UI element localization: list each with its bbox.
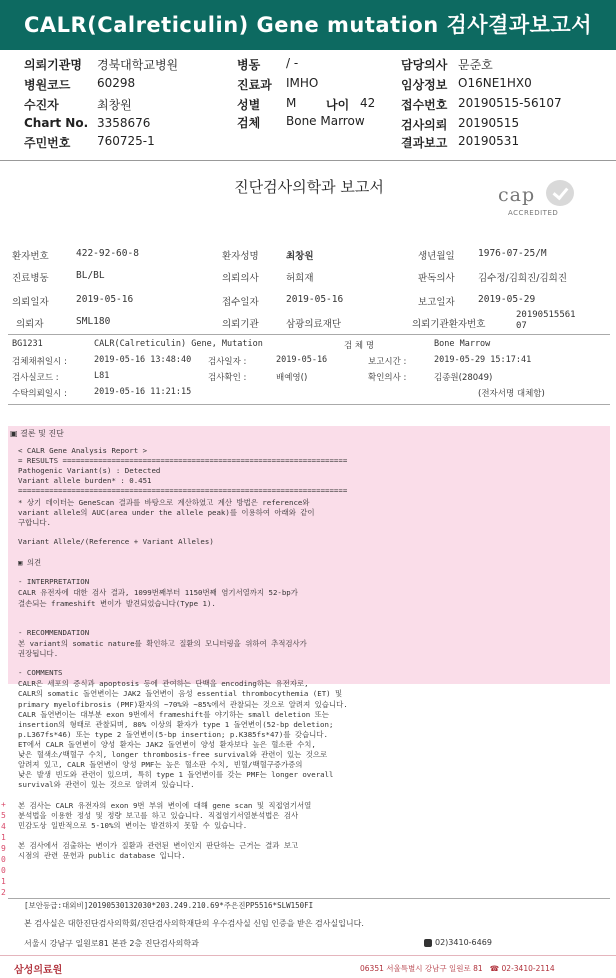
test-name: CALR(Calreticulin) Gene, Mutation [94, 339, 263, 349]
collect-value: 2019-05-16 13:48:40 [94, 355, 192, 365]
result-line: 본 variant의 somatic nature를 확인하고 질환의 모니터링을 위하여 추적검사가 [18, 638, 307, 648]
checkmark-icon [546, 180, 574, 206]
ward-label-2: 진료병동 [12, 273, 49, 284]
accession-label: 접수번호 [401, 98, 448, 112]
phone-icon [424, 939, 432, 947]
test-code: BG1231 [12, 339, 43, 349]
result-line: CALR 돌연변이는 대부분 exon 9번에서 frameshift를 야기하는 small deletion 또는 [18, 709, 329, 719]
reading-doctor-value: 김수정/김희진/김희진 [478, 273, 567, 284]
hospital-name-value: 경북대학교병원 [97, 58, 179, 72]
confirm-doctor-label: 확인의사 : [368, 373, 407, 383]
org-patient-no-value: 2019051556107 [516, 310, 576, 331]
result-line: ========================================================================== [18, 486, 348, 496]
security-code: [보안등급:대외비]20190530132030*203.249.210.69*주은진PP5516*SLW150FI [24, 901, 314, 910]
result-line: - COMMENTS [18, 668, 63, 678]
test-confirm-label: 검사확인 : [208, 373, 247, 383]
side-number-char: + [1, 800, 6, 809]
ordering-doctor-value: 허희재 [286, 273, 314, 284]
reading-doctor-label: 판독의사 [418, 273, 455, 284]
result-line: - INTERPRETATION [18, 577, 90, 587]
lab-code-label: 검사실코드 : [12, 373, 59, 383]
specimen-name-value: Bone Marrow [434, 339, 491, 349]
sex-label: 성별 [237, 98, 261, 112]
requesting-org-value: 삼광의료재단 [286, 319, 342, 330]
birthdate-value: 1976-07-25/M [478, 248, 547, 259]
hospital-logo: 삼성의료원 [14, 965, 63, 976]
requesting-org-label: 의뢰기관 [222, 319, 259, 330]
chart-no-label: Chart No. [24, 116, 89, 130]
result-line: Pathogenic Variant(s) : Detected [18, 466, 161, 476]
result-line: 낮은 혈색소/백혈구 수치, longer thrombosis-free survival와 관련이 있는 것으로 [18, 750, 328, 759]
result-line: ▣ 의견 [18, 558, 42, 568]
lab-phone: 02)3410-6469 [424, 938, 492, 947]
side-number-char: 9 [1, 844, 6, 853]
result-line: ET에서 CALR 돌연변이 양성 환자는 JAK2 돌연변이 양성 환자보다 높은 혈소판 수치, [18, 739, 316, 749]
specimen-label: 검체 [237, 116, 261, 130]
request-date-label-2: 의뢰일자 [12, 297, 49, 308]
result-line: CALR의 somatic 돌연변이는 JAK2 돌연변이 음성 essential thrombocythemia (ET) 및 [18, 689, 343, 699]
hospital-code-label: 병원코드 [24, 78, 71, 92]
sex-value: M [286, 96, 297, 110]
page-footer [0, 955, 616, 978]
requester-label: 의뢰자 [16, 319, 44, 330]
test-confirm-value: 배예영() [276, 373, 308, 383]
org-patient-no-label: 의뢰기관환자번호 [412, 319, 486, 330]
specimen-name-label: 검 체 명 [344, 341, 375, 351]
test-date-value: 2019-05-16 [276, 355, 328, 365]
hospital-name-label: 의뢰기관명 [24, 58, 82, 72]
ordering-doctor-label: 의뢰의사 [222, 273, 259, 284]
result-line: 결손되는 frameshift 변이가 발견되었습니다(Type 1). [18, 598, 216, 608]
footer-divider-top [8, 898, 610, 899]
result-date-label: 결과보고 [401, 136, 448, 150]
result-line: - RECOMMENDATION [18, 627, 90, 637]
report-date-value: 2019-05-29 [478, 294, 536, 305]
ward-value: / - [286, 56, 299, 70]
clinical-info-label: 임상정보 [401, 78, 448, 92]
receipt-date-value: 2019-05-16 [286, 294, 344, 305]
attending-label: 담당의사 [401, 58, 448, 72]
request-date-label: 검사의뢰 [401, 118, 448, 132]
result-line: 알려져 있고, CALR 돌연변이 양성 PMF는 높은 혈소판 수치, 빈혈/백혈구증가증의 [18, 760, 303, 770]
report-banner-title: CALR(Calreticulin) Gene mutation 검사결과보고서 [0, 0, 616, 50]
chart-no-value: 3358676 [97, 116, 151, 130]
attending-value: 문준호 [458, 58, 493, 72]
age-label: 나이 [326, 98, 350, 112]
result-line: = RESULTS ================================================================ [18, 456, 348, 466]
patient-label: 수진자 [24, 98, 59, 112]
result-line: insertion의 형태로 관찰되며, 80% 이상의 환자가 type 1 돌연변이(52-bp deletion; [18, 719, 334, 729]
result-line: Variant allele burden* : 0.451 [18, 476, 152, 486]
ward-label: 병동 [237, 58, 261, 72]
test-date-label: 검사일자 : [208, 357, 247, 367]
result-line: 본 검사에서 검출하는 변이가 질환과 관련된 변이인지 판단하는 근거는 결과 보고 [18, 840, 299, 850]
patient-value: 최창원 [97, 98, 132, 112]
result-line: * 상기 데이터는 GeneScan 결과를 바탕으로 계산하였고 계산 방법은 reference와 [18, 497, 310, 507]
patient-name-value: 최창원 [286, 251, 314, 262]
side-number-char: 5 [1, 811, 6, 820]
result-line: survival와 관련이 있는 것으로 알려져 있습니다. [18, 780, 195, 790]
cap-accredited-text: ACCREDITED [508, 209, 559, 217]
result-date-value: 20190531 [458, 134, 520, 148]
resident-no-value: 760725-1 [97, 134, 155, 148]
receipt-date-label: 접수일자 [222, 297, 259, 308]
side-number-char: 0 [1, 866, 6, 875]
department-value: IMHO [286, 76, 319, 90]
result-line: variant allele의 AUC(area under the allele peak)를 이용하여 아래와 같이 [18, 507, 315, 517]
accession-value: 20190515-56107 [458, 96, 562, 110]
cap-logo-word: cap [498, 184, 536, 206]
department-label: 진료과 [237, 78, 272, 92]
patient-no-value: 422-92-60-8 [76, 248, 139, 259]
clinical-info-value: O16NE1HX0 [458, 76, 532, 90]
lab-address: 서울시 강남구 일원로81 본관 2층 진단검사의학과 [24, 939, 199, 948]
side-number-char: 1 [1, 833, 6, 842]
patient-no-label: 환자번호 [12, 251, 49, 262]
report-date-label: 보고일자 [418, 297, 455, 308]
result-line: p.L367fs*46) 또는 type 2 돌연변이(5-bp insertion; p.K385fs*47)를 갖습니다. [18, 729, 328, 739]
side-number-char: 4 [1, 822, 6, 831]
specimen-value: Bone Marrow [286, 114, 365, 128]
section-result-heading: ▣ 결론 및 진단 [10, 429, 64, 438]
side-number-char: 0 [1, 855, 6, 864]
side-document-number [0, 800, 10, 900]
trust-request-label: 수탁의뢰일시 : [12, 389, 67, 399]
result-line: 분석법을 이용한 정성 및 정량 보고를 하고 있습니다. 직접염기서열분석법은 검사 [18, 810, 299, 820]
result-line: 본 검사는 CALR 유전자의 exon 9번 부위 변이에 대해 gene scan 및 직접염기서열 [18, 800, 312, 810]
birthdate-label: 생년월일 [418, 251, 455, 262]
cap-accredited-logo [494, 182, 582, 216]
ward-value-2: BL/BL [76, 270, 105, 281]
request-header [0, 50, 616, 156]
report-time-value: 2019-05-29 15:17:41 [434, 355, 532, 365]
side-number-char: 2 [1, 888, 6, 897]
footer-address: 06351 서울특별시 강남구 일원로 81 ☎ 02-3410-2114 [360, 964, 555, 973]
test-info-divider [8, 404, 610, 405]
header-divider [0, 160, 616, 161]
requester-value: SML180 [76, 316, 111, 327]
confirm-doctor-value: 김종원(28049) [434, 373, 493, 383]
result-line: Variant Allele/(Reference + Variant Alleles) [18, 536, 214, 546]
result-line: 권장됩니다. [18, 649, 59, 658]
result-line: 민감도상 일반적으로 5-10%의 변이는 발견하지 못할 수 있습니다. [18, 820, 248, 830]
report-time-label: 보고시간 : [368, 357, 407, 367]
grid-divider [8, 334, 610, 335]
cert-statement: 본 검사실은 대한진단검사의학회/진단검사의학재단의 우수검사실 신임 인증을 받은 검사실입니다. [24, 919, 364, 928]
trust-request-value: 2019-05-16 11:21:15 [94, 387, 192, 397]
request-date-value: 20190515 [458, 116, 520, 130]
result-line: < CALR Gene Analysis Report > [18, 446, 148, 455]
request-date-value-2: 2019-05-16 [76, 294, 134, 305]
hospital-code-value: 60298 [97, 76, 136, 90]
result-line: CALR은 세포의 증식과 apoptosis 등에 관여하는 단백을 encoding하는 유전자로, [18, 679, 309, 689]
result-line: 구합니다. [18, 517, 52, 527]
report-title: 진단검사의학과 보고서 [234, 178, 384, 196]
result-line: primary myelofibrosis (PMF)환자의 ~70%와 ~85%에서 관찰되는 것으로 알려져 있습니다. [18, 699, 348, 709]
lab-code-value: L81 [94, 371, 110, 381]
age-value: 42 [360, 96, 376, 110]
resident-no-label: 주민번호 [24, 136, 71, 150]
side-number-char: 1 [1, 877, 6, 886]
result-line: 낮은 발생 빈도와 관련이 있으며, 특히 type 1 돌연변이를 갖는 PMF는 longer overall [18, 770, 334, 780]
collect-label: 검체채취일시 : [12, 357, 67, 367]
result-line: 시점의 관련 문헌과 public database 입니다. [18, 851, 186, 860]
patient-name-label: 환자성명 [222, 251, 259, 262]
esign-note: (전자서명 대체함) [478, 389, 545, 399]
footer-phone: ☎ 02-3410-2114 [489, 964, 555, 973]
result-line: CALR 유전자에 대한 검사 결과, 1099번째부터 1150번째 염기서열까지 52-bp가 [18, 588, 298, 598]
